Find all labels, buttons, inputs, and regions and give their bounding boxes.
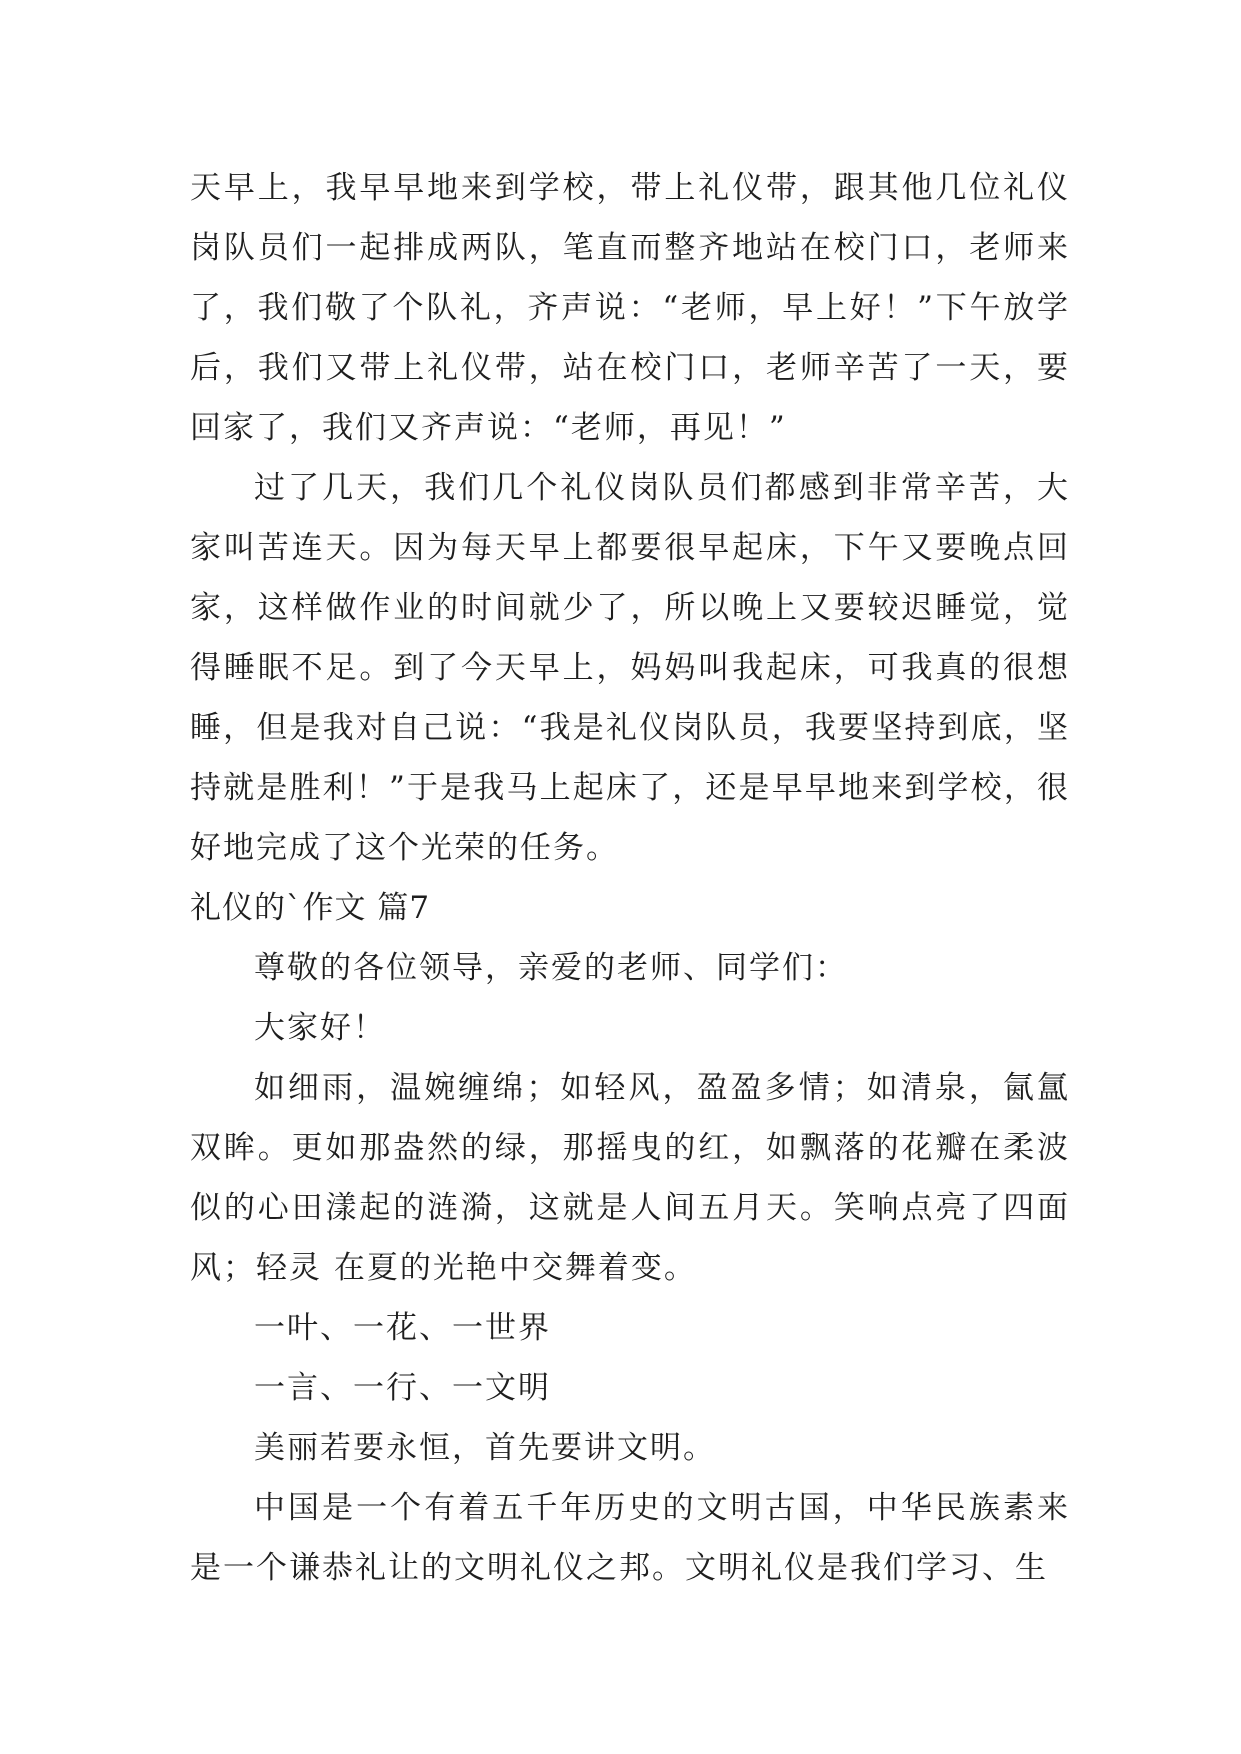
paragraph: 一言、一行、一文明 [254, 1370, 551, 1406]
paragraph: 天早上，我早早地来到学校，带上礼仪带，跟其他几位礼仪岗队员们一起排成两队，笔直而整齐地站在校门口，老师来了，我们敬了个队礼，齐声说：“老师，早上好！”下午放学后，我们又带上礼仪带，站在校门口，老师辛苦了一天，要回家了，我们又齐声说：“老师，再见！” [190, 170, 1070, 446]
document-body [190, 158, 1070, 1598]
paragraph: 大家好！ [254, 1010, 386, 1046]
paragraph: 如细雨，温婉缠绵；如轻风，盈盈多情；如清泉，氤氲双眸。更如那盎然的绿，那摇曳的红，如飘落的花瓣在柔波似的心田漾起的涟漪，这就是人间五月天。笑响点亮了四面风；轻灵 在夏的光艳中交舞着变。 [190, 1070, 1070, 1286]
paragraph: 一叶、一花、一世界 [254, 1310, 551, 1346]
section-heading: 礼仪的`作文 篇7 [190, 890, 431, 926]
paragraph: 美丽若要永恒，首先要讲文明。 [254, 1430, 716, 1466]
paragraph: 尊敬的各位领导，亲爱的老师、同学们： [254, 950, 848, 986]
paragraph: 中国是一个有着五千年历史的文明古国，中华民族素来是一个谦恭礼让的文明礼仪之邦。文明礼仪是我们学习、生 [190, 1490, 1070, 1586]
paragraph: 过了几天，我们几个礼仪岗队员们都感到非常辛苦，大家叫苦连天。因为每天早上都要很早起床，下午又要晚点回家，这样做作业的时间就少了，所以晚上又要较迟睡觉，觉得睡眠不足。到了今天早上，妈妈叫我起床，可我真的很想睡，但是我对自己说：“我是礼仪岗队员，我要坚持到底，坚持就是胜利！”于是我马上起床了，还是早早地来到学校，很好地完成了这个光荣的任务。 [190, 470, 1070, 866]
